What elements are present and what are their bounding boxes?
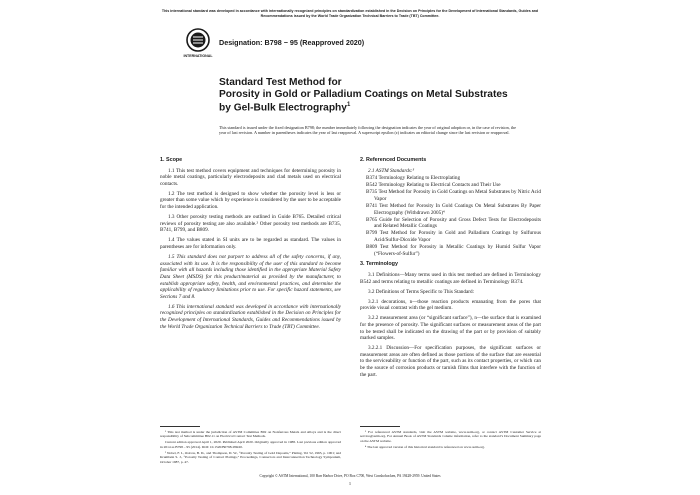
footnotes-left <box>160 430 341 466</box>
footnote: Current edition approved April 1, 2020. Published April 2020. Originally approved in 1988. Last previous edition approved in 2014 as B798 – 95 (2014). DOI: 10.1520/B0798-95R20. <box>160 440 341 449</box>
paragraph-3-1: 3.1 Definitions—Many terms used in this test method are defined in Terminology B542 and terms relating to metallic coatings are defined in Terminology B374. <box>360 271 541 285</box>
paragraph-1-1: 1.1 This test method covers equipment and techniques for determining porosity in noble metal coatings, particularly electrodeposits and clad metals used on electrical contacts. <box>160 167 341 187</box>
astm-standards-label: 2.1 ASTM Standards:³ <box>368 167 415 174</box>
paragraph-3-2-2: 3.2.2 measurement area (or “significant surface”), n—the surface that is examined for the presence of porosity. The significant surfaces or measurement areas of the part to be tested shall be indicated on the drawing of the part or by provision of suitably marked samples. <box>360 315 541 342</box>
title-line-2: Porosity in Gold or Palladium Coatings on Metal Substrates <box>219 88 508 100</box>
footnote-divider <box>360 426 400 427</box>
right-column <box>360 155 541 382</box>
paragraph-3-2-2-1: 3.2.2.1 Discussion—For specification purposes, the significant surfaces or measurement areas are often defined as those portions of the surface that are essential to the serviceability or function of the part, such as its contact properties, or which can be the source of corrosion products or tarnish films that interfere with the function of the part. <box>360 345 541 378</box>
paragraph-3-2-1: 3.2.1 decorations, n—those reaction products emanating from the pores that provide visual contrast with the gel medium. <box>360 298 541 312</box>
title-line-1: Standard Test Method for <box>219 77 342 88</box>
footnote: ³ For referenced ASTM standards, visit the ASTM website, www.astm.org, or contact ASTM Customer Service at service@astm.org. For Annual Book of ASTM Standards volume information, refer to the standard’s Document Summary page on the ASTM website. <box>360 430 541 443</box>
copyright-line: Copyright © ASTM International, 100 Barr Harbor Drive, PO Box C700, West Conshohocken, PA 19428-2959. United States <box>259 474 441 478</box>
reference-item: B374 Terminology Relating to Electroplating <box>366 175 461 182</box>
paragraph-1-3: 1.3 Other porosity testing methods are outlined in Guide B765. Detailed critical reviews of porosity testing are also available.² Other porosity test methods are B735, B741, B799, and B809. <box>160 214 341 234</box>
reference-item: B765 Guide for Selection of Porosity and Gross Defect Tests for Electrodeposits and Related Metallic Coatings <box>366 216 541 230</box>
standard-issue-note: This standard is issued under the fixed designation B798; the number immediately following the designation indicates the year of original adoption or, in the case of revision, the year of last revision. A number in parentheses indicates the year of last reapproval. A superscript epsilon (ε) indicates an editorial change since the last revision or reapproval. <box>219 125 516 136</box>
footnote: ⁴ The last approved version of this historical standard is referenced on www.astm.org. <box>365 444 485 449</box>
document-title <box>219 77 519 114</box>
international-notice: This international standard was developed in accordance with internationally recognized principles on standardization established in the Decision on Principles for the Development of International Standards, Guides and Recommendations issued by the World Trade Organization Technical Barriers to Trade (TBT) Committee. <box>161 9 539 18</box>
footnote: ¹ This test method is under the jurisdiction of ASTM Committee B02 on Nonferrous Metals and Alloys and is the direct responsibility of Subcommittee B02.11 on Electrical Contact Test Methods. <box>160 430 341 439</box>
section-scope-heading: 1. Scope <box>160 157 183 163</box>
footnotes-right <box>360 430 541 451</box>
title-footnote-ref: 1 <box>346 102 351 108</box>
section-terminology-heading: 3. Terminology <box>360 261 398 268</box>
reference-item: B809 Test Method for Porosity in Metallic Coatings by Humid Sulfur Vapor (“Flowers-of-Sulfur”) <box>366 244 541 257</box>
paragraph-3-2: 3.2 Definitions of Terms Specific to This Standard: <box>368 288 475 295</box>
paragraph-1-2: 1.2 The test method is designed to show whether the porosity level is less or greater than some value which by experience is considered by the user to be acceptable for the intended application. <box>160 190 341 211</box>
paragraph-1-5: 1.5 This standard does not purport to address all of the safety concerns, if any, associated with its use. It is the responsibility of the user of this standard to become familiar with all hazards including those identified in the appropriate Material Safety Data Sheet (MSDS) for this product/material as provided by the manufacturer, to establish appropriate safety, health, and environmental practices, and determine the applicability of regulatory limitations prior to use. For specific hazard statements, see Sections 7 and 8. <box>160 254 341 300</box>
left-column <box>160 155 341 334</box>
paragraph-1-6: 1.6 This international standard was developed in accordance with internationally recognized principles on standardization established in the Decision on Principles for the Development of International Standards, Guides and Recommendations issued by the World Trade Organization Technical Barriers to Trade (TBT) Committee. <box>160 303 341 330</box>
reference-item: B799 Test Method for Porosity in Gold and Palladium Coatings by Sulfurous Acid/Sulfur-Dioxide Vapor <box>366 230 541 244</box>
paragraph-1-4: 1.4 The values stated in SI units are to be regarded as standard. The values in parentheses are for information only. <box>160 237 341 251</box>
page-number: 1 <box>348 481 352 486</box>
title-line-3: by Gel-Bulk Electrography$^1$ <box>219 102 351 114</box>
astm-logo-icon <box>185 28 211 60</box>
reference-item: B741 Test Method for Porosity In Gold Coatings On Metal Substrates By Paper Electrography (Withdrawn 2005)⁴ <box>366 203 541 216</box>
designation: Designation: B798 − 95 (Reapproved 2020) <box>219 38 365 47</box>
footnote-divider <box>160 426 200 427</box>
footnote: ² Nobel, F. I., Ostrow, B. D., and Thompson, D. W., “Porosity Testing of Gold Deposits,” Plating, Vol 52, 1965, p. 1001; and Krumbein S. J., “Porosity Testing of Contact Platings,” Proceedings, Connectors and Interconnection Technology Symposium, October 1987, p. 47. <box>160 450 341 464</box>
section-references-heading: 2. Referenced Documents <box>360 157 427 163</box>
reference-item: B542 Terminology Relating to Electrical Contacts and Their Use <box>366 182 501 189</box>
logo-subtext: INTERNATIONAL <box>183 54 213 58</box>
reference-item: B735 Test Method for Porosity in Gold Coatings on Metal Substrates by Nitric Acid Vapor <box>366 189 541 202</box>
